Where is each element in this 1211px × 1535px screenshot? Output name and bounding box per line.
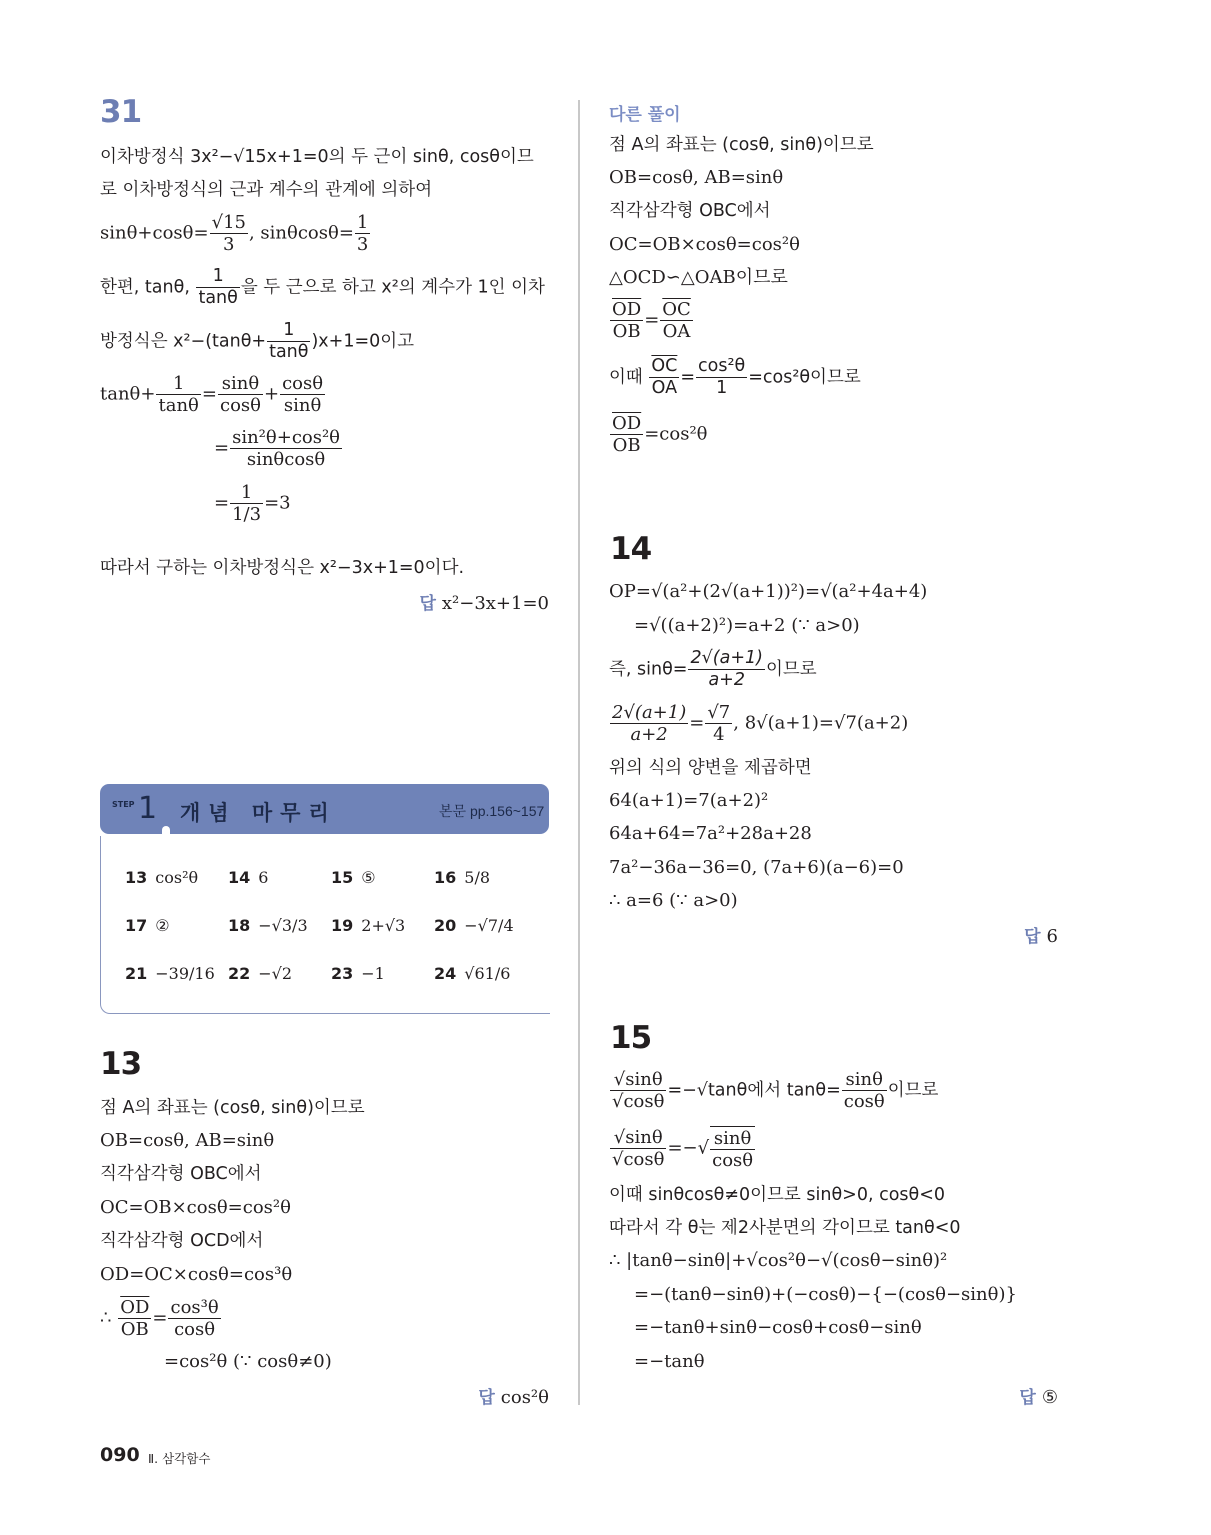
- alternate-solution-title: 다른 풀이: [609, 105, 681, 125]
- chapter-label: Ⅱ. 삼각함수: [148, 1451, 211, 1466]
- numerator: sin²θ+cos²θ: [232, 427, 341, 448]
- text: 을 두 근으로 하고 x²의 계수가 1인 이차: [240, 277, 545, 298]
- answer-value: 5/8: [464, 868, 491, 887]
- p13-line-6: OD=OC×cosθ=cos³θ: [100, 1264, 293, 1285]
- answer-value: −1: [361, 964, 385, 983]
- answer-cell-17: [125, 916, 170, 935]
- answer-cell-13: [125, 868, 198, 887]
- answer-value: √61/6: [464, 964, 511, 983]
- numerator: sinθ: [710, 1128, 755, 1150]
- numerator: 1: [196, 266, 239, 288]
- p14-line-1: OP=√(a²+(2√(a+1))²)=√(a²+4a+4): [609, 581, 928, 602]
- denominator: OB: [612, 321, 641, 342]
- fraction: [610, 413, 643, 456]
- p13-line-3: 직각삼각형 OBC에서: [100, 1164, 262, 1184]
- p15-line-5: ∴ |tanθ−sinθ|+√cos²θ−√(cosθ−sinθ)²: [609, 1250, 948, 1271]
- p31-line-3: [100, 212, 371, 255]
- step-header-notch: [162, 826, 170, 836]
- numerator: 2√(a+1): [612, 702, 687, 723]
- numerator: sinθ: [218, 373, 263, 395]
- answer-number: 15: [331, 868, 354, 887]
- text: =: [152, 1307, 168, 1329]
- p14-line-3: [609, 648, 817, 691]
- p31-line-9: 따라서 구하는 이차방정식은 x²−3x+1=0이다.: [100, 558, 465, 578]
- p31-line-5: [100, 320, 414, 363]
- denominator: sinθ: [283, 395, 322, 416]
- denominator: OA: [662, 321, 691, 342]
- answer-number: 24: [434, 964, 457, 983]
- denominator: √cosθ: [612, 1149, 665, 1170]
- fraction: [196, 266, 239, 309]
- answer-mark: 답: [1019, 1388, 1036, 1408]
- answer-cell-23: [331, 964, 385, 983]
- text: sinθ+cosθ=: [100, 222, 209, 244]
- p15-line-7: =−tanθ+sinθ−cosθ+cosθ−sinθ: [634, 1317, 922, 1338]
- text: 이므로: [765, 659, 817, 680]
- answer-cell-22: [228, 964, 292, 983]
- fraction: [649, 356, 679, 399]
- p14-line-5: 위의 식의 양변을 제곱하면: [609, 758, 812, 778]
- p15-line-1: [609, 1069, 938, 1112]
- denominator: 4: [713, 724, 725, 745]
- answer-value: cos²θ: [155, 868, 199, 887]
- answer-number: 20: [434, 916, 457, 935]
- numerator: √sinθ: [610, 1069, 666, 1091]
- p13-answer: [478, 1383, 549, 1408]
- denominator: OB: [120, 1319, 149, 1340]
- numerator: √7: [707, 702, 731, 723]
- text: tanθ+: [100, 383, 156, 405]
- denominator: a+2: [708, 670, 745, 690]
- problem-31-number: 31: [100, 94, 142, 130]
- answer-cell-15: [331, 868, 376, 887]
- fraction: [218, 373, 263, 416]
- fraction: [660, 299, 693, 342]
- step-label: STEP: [112, 800, 135, 809]
- denominator: 3: [356, 234, 369, 255]
- answer-cell-21: [125, 964, 215, 983]
- alt-line-5: △OCD∽△OAB이므로: [609, 267, 788, 288]
- problem-13-number: 13: [100, 1046, 142, 1082]
- fraction: [710, 1126, 755, 1171]
- numerator: $\overline{OC}$: [662, 299, 691, 320]
- text: =−√: [667, 1137, 710, 1159]
- p15-line-8: =−tanθ: [634, 1351, 705, 1372]
- answer-number: 14: [228, 868, 251, 887]
- p31-line-8: [214, 482, 291, 525]
- step-number: 1: [138, 791, 158, 826]
- denominator: sinθcosθ: [246, 449, 326, 470]
- fraction: [610, 299, 643, 342]
- text: =: [644, 309, 660, 331]
- answer-number: 17: [125, 916, 148, 935]
- answer-value: ⑤: [361, 868, 376, 887]
- answer-value: −√7/4: [464, 916, 514, 935]
- p31-line-4: [100, 266, 545, 309]
- answer-number: 13: [125, 868, 148, 887]
- p14-line-7: 64a+64=7a²+28a+28: [609, 823, 812, 844]
- text: =−√tanθ에서 tanθ=: [667, 1080, 841, 1101]
- p14-line-2: =√((a+2)²)=a+2 (∵ a>0): [634, 615, 860, 636]
- p14-line-9: ∴ a=6 (∵ a>0): [609, 890, 738, 911]
- p15-line-6: =−(tanθ−sinθ)+(−cosθ)−{−(cosθ−sinθ)}: [634, 1284, 1017, 1305]
- numerator: 1: [230, 482, 263, 504]
- p14-answer: [1024, 922, 1058, 947]
- p31-answer: [419, 589, 549, 614]
- text: =cos²θ이므로: [748, 367, 861, 388]
- p31-line-7: [214, 427, 343, 470]
- denominator: tanθ: [269, 342, 309, 362]
- fraction: [280, 373, 325, 416]
- text: =cos²θ: [644, 423, 708, 445]
- answer-mark: 답: [1024, 927, 1041, 947]
- numerator: $\overline{OC}$: [651, 356, 678, 376]
- column-divider: [578, 100, 580, 1405]
- denominator: 1: [716, 378, 728, 398]
- text: 이때: [609, 367, 649, 388]
- answer-value: −√2: [258, 964, 293, 983]
- denominator: OB: [612, 435, 641, 456]
- answer-mark: 답: [478, 1388, 495, 1408]
- answer-cell-24: [434, 964, 510, 983]
- text: 이므로: [887, 1080, 939, 1101]
- p13-line-1: 점 A의 좌표는 (cosθ, sinθ)이므로: [100, 1098, 365, 1118]
- text: +: [263, 383, 280, 405]
- denominator: 1/3: [232, 504, 262, 525]
- denominator: cosθ: [843, 1091, 885, 1112]
- fraction: [118, 1297, 151, 1340]
- answer-number: 16: [434, 868, 457, 887]
- fraction: [842, 1069, 887, 1112]
- p13-line-4: OC=OB×cosθ=cos²θ: [100, 1197, 291, 1218]
- alt-line-4: OC=OB×cosθ=cos²θ: [609, 234, 800, 255]
- answer-mark: 답: [419, 594, 436, 614]
- numerator: $\overline{OD}$: [612, 299, 642, 320]
- p31-line-6: [100, 373, 326, 416]
- text: =3: [264, 492, 291, 514]
- fraction: [355, 212, 370, 255]
- numerator: 2√(a+1): [690, 648, 763, 668]
- answer-cell-16: [434, 868, 490, 887]
- alt-line-3: 직각삼각형 OBC에서: [609, 201, 771, 221]
- fraction: [610, 1069, 666, 1112]
- fraction: [168, 1297, 220, 1340]
- fraction: [230, 482, 263, 525]
- numerator: 1: [356, 212, 369, 233]
- denominator: tanθ: [158, 395, 199, 416]
- fraction: [696, 356, 747, 399]
- answer-value: 2+√3: [361, 916, 406, 935]
- answer-number: 22: [228, 964, 251, 983]
- denominator: a+2: [630, 724, 668, 745]
- answer-value: 6: [1046, 926, 1058, 947]
- denominator: tanθ: [198, 288, 238, 308]
- answer-value: ②: [155, 916, 170, 935]
- alt-line-8: [609, 413, 708, 456]
- fraction: [688, 648, 764, 691]
- numerator: 1: [267, 320, 310, 342]
- p15-line-3: 이때 sinθcosθ≠0이므로 sinθ>0, cosθ<0: [609, 1185, 946, 1205]
- p13-line-5: 직각삼각형 OCD에서: [100, 1231, 264, 1251]
- text: , sinθcosθ=: [248, 222, 354, 244]
- answer-value: cos²θ: [500, 1387, 549, 1408]
- text: =: [214, 437, 230, 459]
- answer-number: 18: [228, 916, 251, 935]
- numerator: sinθ: [842, 1069, 887, 1091]
- denominator: √cosθ: [612, 1091, 665, 1112]
- alt-line-6: [609, 299, 694, 342]
- text: 방정식은 x²−(tanθ+: [100, 331, 267, 352]
- answer-cell-19: [331, 916, 405, 935]
- step-page-reference: 본문 pp.156~157: [439, 803, 545, 819]
- p14-line-4: [609, 702, 908, 745]
- fraction: [230, 427, 342, 470]
- numerator: √sinθ: [610, 1127, 666, 1149]
- p15-answer: [1019, 1383, 1058, 1408]
- text: )x+1=0이고: [311, 331, 415, 352]
- numerator: 1: [156, 373, 200, 395]
- fraction: [610, 1127, 666, 1170]
- problem-15-number: 15: [610, 1020, 652, 1056]
- problem-14-number: 14: [610, 531, 652, 567]
- numerator: cosθ: [282, 373, 324, 394]
- p13-line-7: [100, 1297, 222, 1340]
- numerator: cos²θ: [698, 356, 746, 376]
- fraction: [705, 702, 732, 745]
- numerator: cos³θ: [170, 1297, 219, 1318]
- answer-value: −39/16: [155, 964, 215, 983]
- answer-number: 19: [331, 916, 354, 935]
- text: =: [680, 367, 696, 388]
- p31-line-2: 로 이차방정식의 근과 계수의 관계에 의하여: [100, 180, 433, 200]
- text: 즉, sinθ=: [609, 659, 688, 680]
- fraction: [267, 320, 310, 363]
- fraction: [610, 702, 688, 745]
- answer-cell-18: [228, 916, 308, 935]
- text: 한편, tanθ,: [100, 277, 196, 298]
- answer-cell-20: [434, 916, 514, 935]
- denominator: cosθ: [174, 1319, 216, 1340]
- numerator: $\overline{OD}$: [612, 413, 642, 434]
- answer-value: −√3/3: [258, 916, 308, 935]
- text: =: [214, 492, 230, 514]
- answer-value: ⑤: [1041, 1387, 1058, 1408]
- step-title: 개념 마무리: [180, 801, 337, 825]
- p15-line-2: [609, 1126, 756, 1171]
- p14-line-6: 64(a+1)=7(a+2)²: [609, 790, 769, 811]
- text: =: [689, 712, 705, 734]
- text: , 8√(a+1)=√7(a+2): [733, 712, 909, 734]
- answer-value: 6: [258, 868, 269, 887]
- denominator: OA: [651, 378, 678, 398]
- alt-line-1: 점 A의 좌표는 (cosθ, sinθ)이므로: [609, 135, 874, 155]
- denominator: cosθ: [219, 395, 261, 416]
- p13-line-2: OB=cosθ, AB=sinθ: [100, 1130, 275, 1151]
- alt-line-2: OB=cosθ, AB=sinθ: [609, 167, 784, 188]
- p31-line-1: 이차방정식 3x²−√15x+1=0의 두 근이 sinθ, cosθ이므: [100, 147, 534, 167]
- fraction: [210, 212, 248, 255]
- therefore-symbol: ∴: [100, 1307, 118, 1329]
- denominator: cosθ: [712, 1150, 754, 1171]
- answer-number: 21: [125, 964, 148, 983]
- p14-line-8: 7a²−36a−36=0, (7a+6)(a−6)=0: [609, 857, 904, 878]
- fraction: [156, 373, 200, 416]
- p13-line-8: =cos²θ (∵ cosθ≠0): [164, 1351, 332, 1372]
- answer-cell-14: [228, 868, 268, 887]
- p15-line-4: 따라서 각 θ는 제2사분면의 각이므로 tanθ<0: [609, 1218, 961, 1238]
- answer-number: 23: [331, 964, 354, 983]
- denominator: 3: [223, 234, 235, 255]
- answer-value: x²−3x+1=0: [441, 593, 549, 614]
- text: =: [201, 383, 217, 405]
- numerator: $\overline{OD}$: [120, 1297, 150, 1318]
- alt-line-7: [609, 356, 861, 399]
- numerator: √15: [211, 212, 246, 233]
- page-number: 090: [100, 1444, 140, 1466]
